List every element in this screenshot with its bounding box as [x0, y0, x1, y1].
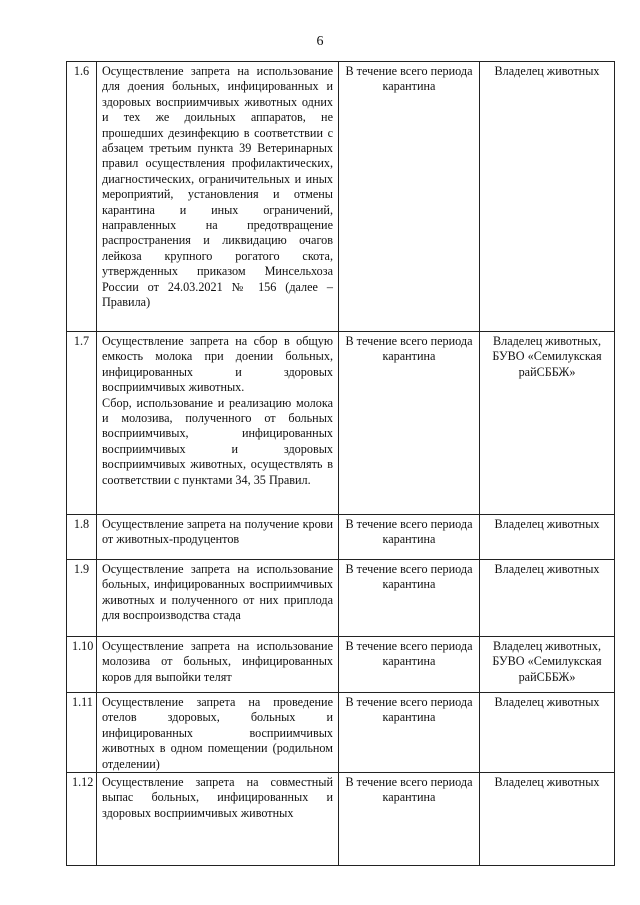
- row-number: 1.12: [67, 773, 97, 866]
- measures-table: [66, 61, 615, 866]
- row-number: 1.10: [67, 637, 97, 693]
- row-action: Осуществление запрета на получение крови от животных-продуцентов: [97, 515, 339, 560]
- row-number: 1.6: [67, 62, 97, 332]
- row-responsible: Владелец животных: [480, 560, 615, 637]
- row-responsible: Владелец животных, БУВО «Семилукская райСББЖ»: [480, 637, 615, 693]
- row-responsible: Владелец животных: [480, 693, 615, 773]
- row-term: В течение всего периода карантина: [339, 62, 480, 332]
- row-term: В течение всего периода карантина: [339, 773, 480, 866]
- row-responsible: Владелец животных: [480, 62, 615, 332]
- row-action: Осуществление запрета на сбор в общую емкость молока при доении больных, инфицированных и здоровых восприимчивых животных. Сбор, использование и реализацию молока и молозива, полученного от больных восприимчивых, инфицированных восприимчивых и здоровых восприимчивых животных, осуществлять в соответствии с пунктами 34, 35 Правил.: [97, 332, 339, 515]
- row-term: В течение всего периода карантина: [339, 560, 480, 637]
- table-row: [67, 515, 615, 560]
- table-row: [67, 62, 615, 332]
- row-number: 1.7: [67, 332, 97, 515]
- row-action: Осуществление запрета на совместный выпас больных, инфицированных и здоровых восприимчивых животных: [97, 773, 339, 866]
- row-term: В течение всего периода карантина: [339, 693, 480, 773]
- page-number: 6: [316, 34, 324, 49]
- row-action: Осуществление запрета на использование больных, инфицированных восприимчивых животных и полученного от них приплода для воспроизводства стада: [97, 560, 339, 637]
- row-number: 1.8: [67, 515, 97, 560]
- row-term: В течение всего периода карантина: [339, 637, 480, 693]
- row-term: В течение всего периода карантина: [339, 515, 480, 560]
- row-term: В течение всего периода карантина: [339, 332, 480, 515]
- row-number: 1.9: [67, 560, 97, 637]
- row-responsible: Владелец животных: [480, 773, 615, 866]
- row-number: 1.11: [67, 693, 97, 773]
- table-row: [67, 773, 615, 866]
- table-row: [67, 693, 615, 773]
- table-row: [67, 332, 615, 515]
- row-action: Осуществление запрета на проведение отелов здоровых, больных и инфицированных восприимчивых животных в одном помещении (родильном отделении): [97, 693, 339, 773]
- row-action: Осуществление запрета на использование молозива от больных, инфицированных коров для выпойки телят: [97, 637, 339, 693]
- row-action: Осуществление запрета на использование для доения больных, инфицированных и здоровых восприимчивых животных одних и тех же доильных аппаратов, не прошедших дезинфекцию в соответствии с абзацем третьим пункта 39 Ветеринарных правил осуществления профилактических, диагностических, ограничительных и иных мероприятий, установления и отмены карантина и иных ограничений, направленных на предотвращение распространения и ликвидацию очагов лейкоза крупного рогатого скота, утвержденных приказом Минсельхоза России от 24.03.2021 № 156 (далее – Правила): [97, 62, 339, 332]
- row-responsible: Владелец животных, БУВО «Семилукская райСББЖ»: [480, 332, 615, 515]
- row-responsible: Владелец животных: [480, 515, 615, 560]
- table-row: [67, 560, 615, 637]
- table-row: [67, 637, 615, 693]
